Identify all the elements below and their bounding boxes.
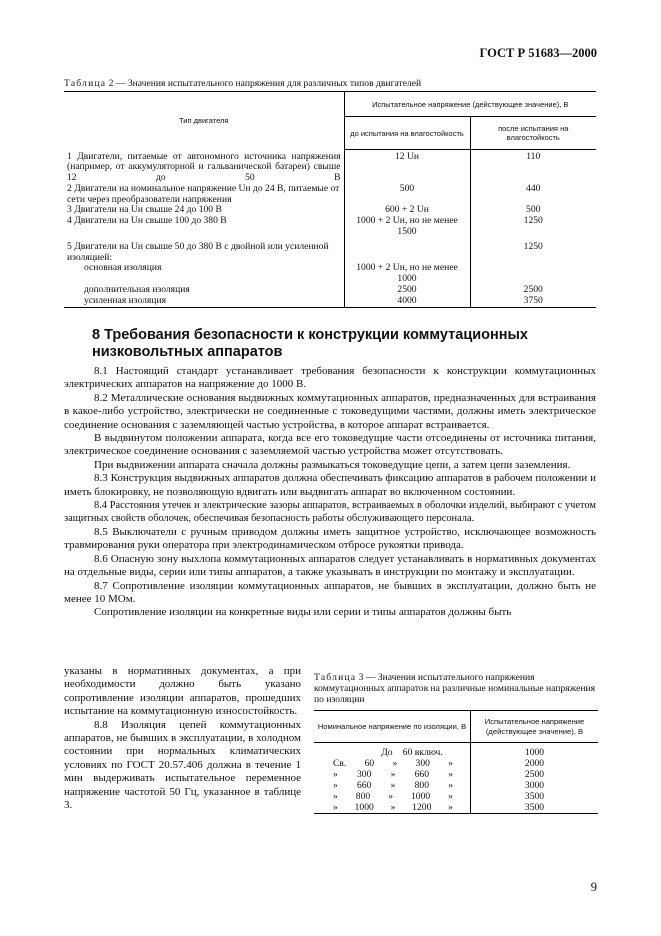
- paragraph-8-5: 8.5 Выключатели с ручным приводом должны иметь защитное устройство, исключающее возможность травмирования руки оператора при электродинамическом отбросе рукоятки привода.: [64, 525, 596, 552]
- left-column-text: [64, 665, 301, 812]
- table3-caption-label: Таблица: [314, 672, 357, 683]
- table2: [64, 91, 596, 308]
- table-row: » 1000 » 1200 » 3500: [314, 802, 598, 814]
- table3-caption-text: 3 — Значения испытательного напряжения коммутационных аппаратов на различные номинальные напряжения по изоляции: [314, 672, 596, 705]
- table-row: 4 Двигатели на Uн свыше 100 до 380 В 1000 + 2 Uн, но не менее 1500 1250: [64, 216, 596, 238]
- paragraph-8-2-extended: В выдвинутом положении аппарата, когда все его токоведущие части отсоединены от источника питания, электрическое соединение основания с заземляемой частью устройства может отсутствовать.: [64, 432, 596, 458]
- table-row: 2 Двигатели на номинальное напряжение Uн до 24 В, питаемые от сети через преобразователи напряжения 500 440: [64, 184, 596, 206]
- paragraph-8-2-withdrawal: При выдвижении аппарата сначала должны размыкаться токоведущие цепи, а затем цепи заземления.: [94, 458, 571, 471]
- paragraph-8-1: 8.1 Настоящий стандарт устанавливает требования безопасности к конструкции коммутационных электрических аппаратов на напряжение до 1000 В.: [64, 365, 596, 391]
- table2-caption-label: Таблица: [64, 78, 107, 89]
- table2-header-before: до испытания на влагостойкость: [344, 117, 470, 150]
- table2-caption-text: 2 — Значения испытательного напряжения для различных типов двигателей: [108, 78, 422, 89]
- table2-header-voltage: Испытательное напряжение (действующее значение), В: [344, 92, 596, 117]
- table-row: 5 Двигатели на Uн свыше 50 до 380 В с двойной или усиленной изоляцией: 1250: [64, 238, 596, 264]
- table-row: » 300 » 660 » 2500: [314, 769, 598, 780]
- table2-header-after: после испытания на влагостойкость: [470, 117, 596, 150]
- section-8-title: 8 Требования безопасности к конструкции коммутационных низковольтных аппаратов: [92, 327, 528, 360]
- paragraph-8-8: 8.8 Изоляция цепей коммутационных аппаратов, не бывших в эксплуатации, в холодном состоянии при нормальных климатических условиях по ГОСТ 20.57.406 должна в течение 1 мин выдерживать испытательное переменное напряжение частотой 50 Гц, указанное в таблице 3.: [64, 718, 301, 812]
- section-8-body: [64, 365, 596, 620]
- page-number: 9: [590, 880, 597, 894]
- table3-header-test: Испытательное напряжение (действующее значение), В: [471, 711, 599, 743]
- table2-header-type: Тип двигателя: [64, 92, 344, 150]
- table2-caption: [64, 78, 421, 89]
- paragraph-8-6: 8.6 Опасную зону выхлопа коммутационных аппаратов следует устанавливать в нормативных документах на отдельные виды, серии или типы аппаратов, а также указывать в инструкции по монтажу и эксплуатации.: [64, 552, 596, 579]
- table-row: усиленная изоляция 4000 3750: [64, 296, 596, 307]
- table-row: 3 Двигатели на Uн свыше 24 до 100 В 600 + 2 Uн 500: [64, 205, 596, 216]
- table-row: основная изоляция 1000 + 2 Uн, но не менее 1000: [64, 263, 596, 285]
- paragraph-8-7-continued: Сопротивление изоляции на конкретные виды или серии и типы аппаратов должны быть: [94, 606, 512, 619]
- table3: [314, 710, 598, 814]
- table-row: дополнительная изоляция 2500 2500: [64, 285, 596, 296]
- table-row: Св. 60 » 300 » 2000: [314, 758, 598, 769]
- table-row: » 660 » 800 » 3000: [314, 780, 598, 791]
- paragraph-8-3: 8.3 Конструкция выдвижных аппаратов должна обеспечивать фиксацию аппаратов в рабочем положении и иметь блокировку, не позволяющую вдвигать или выдвигать аппарат во включенном состоянии.: [64, 472, 596, 498]
- paragraph-8-7-end: указаны в нормативных документах, а при необходимости должно быть указано сопротивление изоляции аппаратов, прошедших испытание на коммутационную износостойкость.: [64, 665, 301, 718]
- paragraph-8-2: 8.2 Металлические основания выдвижных коммутационных аппаратов, предназначенных для встраивания в какое-либо устройство, электрически не соединенные с токоведущими частями, должны иметь электрическое соединение основания с заземляющей частью устройства, в которое аппарат встраивается.: [64, 391, 596, 431]
- paragraph-8-7: 8.7 Сопротивление изоляции коммутационных аппаратов, не бывших в эксплуатации, должно быть не менее 10 МОм.: [64, 579, 596, 605]
- table-row: 1 Двигатели, питаемые от автономного источника напряжения (например, от аккумуляторной и гальванической батареи) свыше 12 до 50 В 12 Uн 110: [64, 150, 596, 184]
- table-row: До 60 включ. 1000: [314, 747, 598, 758]
- page-header-standard: ГОСТ Р 51683—2000: [479, 46, 597, 60]
- paragraph-8-4: 8.4 Расстояния утечек и электрические зазоры аппаратов, встраиваемых в оболочки изделий, выбирают с учетом защитных свойств оболочек, обеспечивая безопасность работы обслуживающего персонала.: [64, 500, 596, 525]
- table3-caption: [314, 673, 598, 705]
- table3-header-nominal: Номинальное напряжение по изоляции, В: [314, 711, 471, 743]
- table-row: » 800 » 1000 » 3500: [314, 791, 598, 802]
